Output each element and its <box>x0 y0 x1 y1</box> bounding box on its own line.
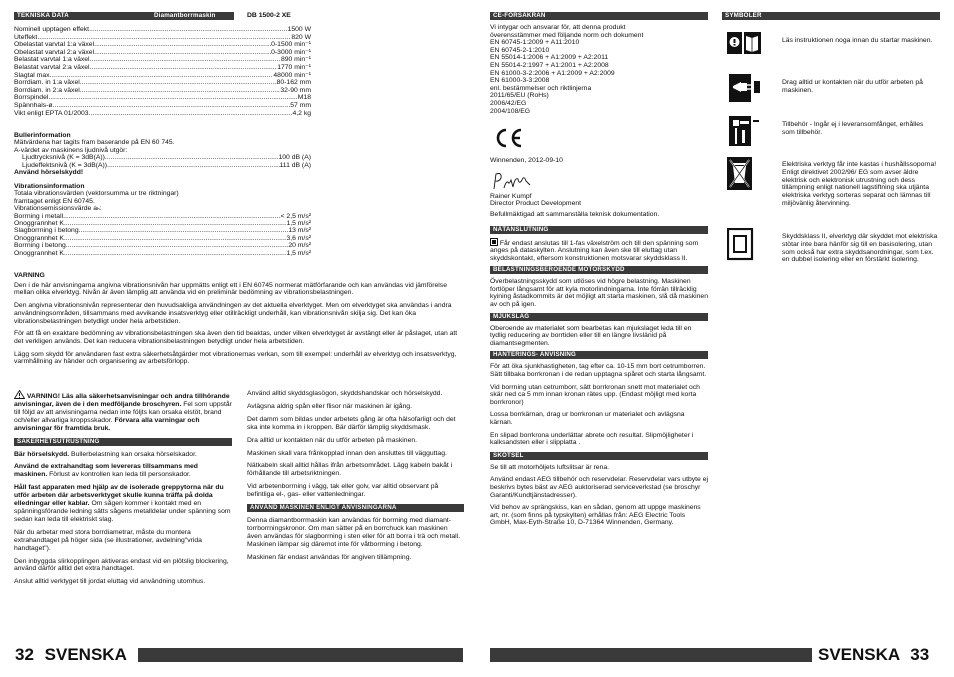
vibration-section <box>14 183 311 257</box>
middle-column <box>247 390 464 567</box>
symbol-text-1: Läs instruktionen noga innan du startar maskinen. <box>782 37 933 44</box>
safety-para <box>14 484 232 524</box>
spec-value: 890 min⁻¹ <box>280 56 311 64</box>
symbols-header: SYMBOLER <box>722 12 940 20</box>
noise-line: Mätvärdena har tagits fram baserande på EN 60 745. <box>14 139 175 147</box>
spec-label: Borrdiam. in 2:a växel <box>14 86 80 94</box>
soft-impact-text: Oberoende av materialet som bearbetas kan mjukslaget leda till en tydlig reducering av borrtiden eller till en längre livslänid på diamantsegmenten. <box>490 324 692 347</box>
spec-row <box>14 72 311 80</box>
spec-value: 4,2 kg <box>292 109 311 117</box>
signature-icon <box>492 171 538 191</box>
safety-para-text: När du arbetar med stora borrdiametrar, måste du montera extrahandtaget på höger sida (se illustrationer, avdelning"vrida handtaget"). <box>14 528 202 552</box>
right-column-1 <box>490 12 708 532</box>
spec-row <box>14 87 311 95</box>
spec-table <box>14 26 311 117</box>
symbol-text-4: Elektriska verktyg får inte kastas i hushållssoporna! Enligt direktivet 2002/96/ EG som avser äldre elektrisk och elektronisk utrustning och dess tillämpning enligt nationell lagstiftning ska utjänta elektriska verktyg sorteras separat och lämnas till miljövänlig återvinning. <box>782 161 937 207</box>
vibration-line: Vibrationsemissionsvärde aₕ: <box>14 205 102 213</box>
spec-row <box>14 94 311 102</box>
varning-section <box>14 272 460 371</box>
weee-bin-icon <box>727 157 761 187</box>
noise-title: Bullerinformation <box>14 132 71 139</box>
spec-row <box>22 162 311 169</box>
spec-label: Ljudeffektsnivå (K = 3dB(A)) <box>22 161 108 169</box>
handling-para: För att öka sjunkhastigheten, tag efter ca. 10-15 mm bort cetrumborren. Sätt tillbaka borrkronan i de redan upptagna spåret och starta långsamt. <box>490 363 707 379</box>
spec-label: Onoggrannhet K <box>14 249 64 257</box>
leader-dots <box>79 227 289 234</box>
spec-label: Belastat varvtal 1:a växel <box>14 56 90 64</box>
spec-label: Nominell upptagen effekt <box>14 26 90 33</box>
noise-section <box>14 132 311 176</box>
spec-value: 32-90 mm <box>280 86 311 94</box>
safety-para-text: Den inbyggda slirkopplingen aktiveras endast vid en plötslig blockering, använd därför alltid det extra handtaget. <box>14 557 229 573</box>
precaution-para: Det damm som bildas under arbetets gång är ofta hälsofarligt och det ska inte komma in i kroppen. Bär därför lämplig skyddsmask. <box>247 415 456 431</box>
leader-dots <box>37 34 291 42</box>
spec-row <box>14 49 311 57</box>
leader-dots <box>64 235 287 242</box>
language-label: SVENSKA <box>44 645 127 664</box>
precaution-para: Avlägsna aldrig spån eller flisor när maskinen är igång. <box>247 402 412 410</box>
ce-line: 2004/108/EG <box>490 107 531 115</box>
page-number-right <box>818 645 929 665</box>
leader-dots <box>107 162 279 169</box>
ce-line: EN 61000-3-3:2008 <box>490 77 550 85</box>
spec-value: 100 dB (A) <box>278 154 311 162</box>
maintenance-para: Vid behov av sprängskiss, kan en sådan, genom att uppge maskinens art, nr. (som finns på typskylten) erhållas från: AEG Electric Tools GmbH, Max-Eyth-Straße 10, D-71364 Winnenden, Germany. <box>490 504 701 527</box>
mains-connection-text <box>490 238 708 263</box>
maintenance-para: Använd endast AEG tillbehör och reservdelar. Reservdelar vars utbyte ej beskrivs bytes bäst av AEG auktoriserad serviceverkstad (se broschyr Garanti/Kundtjänstadresser). <box>490 476 708 499</box>
safety-para-text: Förlust av kontrollen kan leda till personskador. <box>47 471 191 479</box>
spec-label: Borrning i metall <box>14 212 64 220</box>
leader-dots <box>94 41 271 49</box>
page-number: 33 <box>910 645 930 664</box>
leader-dots <box>90 64 278 72</box>
spec-row <box>14 79 311 87</box>
handling-para: Lossa borrkärnan, drag ur borrkronan ur materialet och avlägsna kärnan. <box>490 411 685 426</box>
leader-dots <box>48 94 297 102</box>
leader-dots <box>94 49 271 57</box>
spec-label: Onoggrannhet K <box>14 220 64 228</box>
spec-row <box>14 242 311 249</box>
safety-para-text: Om sågen kommer i kontakt med en spänningsförande ledning sätts sågens metalldelar under spänning som sedan kan leda till elektriskt slag. <box>14 500 231 523</box>
spec-row <box>14 56 311 64</box>
vibration-line: framtaget enligt EN 60745. <box>14 197 95 205</box>
handling-header: HANTERINGS- ANVISNING <box>490 351 708 359</box>
ce-mark-icon <box>494 127 524 149</box>
safety-para <box>14 558 232 574</box>
tech-data-header <box>14 12 234 20</box>
motor-protection-text: Överbelastningsskydd som utlöses vid högre belastning. Maskinen fortlöper långsamt för att kyla motorlindningarna. Inte förrän tillräcklig kyining åstadkommits är det möjligt att starta maskinen, slå då maskinen av och på igen. <box>490 278 708 309</box>
mains-connection-body: Får endast anslutas till 1-fas växelström och till den spänning som anges på dataskylten. Anslutning kan även ske till eluttag utan skyddskontakt, eftersom konstruktionen motsvarar skyddsklass II. <box>490 239 699 262</box>
spec-value: 1770 min⁻¹ <box>277 63 311 71</box>
spec-value: 1,5 m/s² <box>286 249 311 257</box>
warning-keep-text: Förvara alla varningar och anvisningar för framtida bruk. <box>14 416 200 432</box>
read-manual-icon <box>727 30 761 60</box>
language-label: SVENSKA <box>818 645 900 664</box>
accessory-icon <box>727 116 761 146</box>
precaution-para: Använd alltid skyddsglasögon, skyddshandskar och hörselskydd. <box>247 390 443 397</box>
tech-data-product: Diamantborrmaskin <box>154 12 216 19</box>
spec-row <box>14 41 311 49</box>
noise-note: Använd hörselskydd! <box>14 169 84 177</box>
precaution-para: Maskinen skall vara frånkopplad innan den ansluttes till vägguttag. <box>247 449 447 457</box>
signer-note: Befullmäktigad att sammanställa teknisk dokumentation. <box>490 210 660 218</box>
varning-title: VARNING <box>14 272 45 279</box>
spec-label: Onoggrannhet K <box>14 234 64 242</box>
safety-para <box>14 578 232 586</box>
spec-label: Borrspindel <box>14 94 49 102</box>
varning-para: Den angivna vibrationsnivån representerar den huvudsakliga användningen av det aktuella elverktyget. Men om elverktyget ska användas i andra användningsområden, tillsammans med avvikande insatsverktyg eller otillräckligt underhåll, kan vibrationsnivån skilja sig. Det kan öka vibrationsbelastningen betydligt under hela arbetstiden. <box>14 302 452 325</box>
symbol-text-5: Skyddsklass II, elverktyg där skyddet mot elektriska stötar inte bara hänför sig till en basisolering, utan som också har extra skyddsanordningar, som t.ex. en dubbel isolering eller en förstärkt isolering. <box>782 233 938 264</box>
signature <box>492 171 708 191</box>
spec-value: 80-162 mm <box>276 79 311 87</box>
leader-dots <box>53 102 291 110</box>
footer-bar-left <box>138 648 463 662</box>
spec-row <box>14 102 311 110</box>
leader-dots <box>51 72 273 80</box>
leader-dots <box>64 250 287 257</box>
spec-value: M18 <box>297 94 311 102</box>
ce-line: Vi intygar och ansvarar för, att denna produkt <box>490 24 626 31</box>
leader-dots <box>66 242 289 249</box>
spec-value: 1500 W <box>287 26 311 33</box>
safety-equipment-header: SÄKERHETSUTRUSTNING <box>14 438 232 446</box>
intended-use-para: Maskinen fär endast användas för angiven tillämpning. <box>247 553 412 561</box>
spec-label: Vikt enligt EPTA 01/2003 <box>14 109 89 117</box>
page-number-left <box>15 645 127 665</box>
handling-para: Vid borrning utan cetrumborr, sätt borrkronan snett mot materialet och skär ned ca 5 mm innan kronan rätes upp. (Endast möjligt med korta borrkronor) <box>490 383 700 406</box>
varning-para: För att få en exaktare bedömning av vibrationsbelastningen ska även den tid beaktas, under vilken elverktyget är avstängt eller är påslaget, utan att det verkligen används. Det kan reducera vibrationsbelastningen betydligt under hela arbetstiden. <box>14 330 458 345</box>
spec-label: Borrning i betong <box>14 242 66 250</box>
signer-name: Rainer Kumpf <box>490 192 532 200</box>
safety-para-bold: Bär hörselskydd. <box>14 450 70 458</box>
spec-row <box>14 220 311 227</box>
spec-label: Spännhals-ø <box>14 101 53 109</box>
signer-title: Director Product Development <box>490 200 582 208</box>
warning-triangle-icon <box>14 390 25 399</box>
spec-value: 0-1500 min⁻¹ <box>271 41 311 49</box>
page-number: 32 <box>15 645 34 664</box>
ce-line: EN 60745-2-1:2010 <box>490 46 550 54</box>
spec-label: Slagborrning i betong <box>14 227 79 235</box>
spec-row <box>14 235 311 242</box>
protection-class-ii-icon <box>727 228 761 258</box>
general-warning <box>14 390 232 433</box>
ce-header: CE-FÖRSÄKRAN <box>490 12 708 20</box>
ce-line: 2006/42/EG <box>490 99 527 107</box>
spec-row <box>14 227 311 234</box>
symbol-text-2: Drag alltid ur kontakten när du utför arbeten på maskinen. <box>782 79 923 94</box>
spec-label: Ljudtrycksnivå (K = 3dB(A)) <box>22 154 105 162</box>
leader-dots <box>89 110 293 118</box>
safety-para-bold: Håll fast apparaten med hjälp av de isolerade greppytorna när du utför arbeten där arbetsverktyget skulle kunna träffa på dolda elledningar eller kablar. <box>14 484 224 508</box>
spec-label: Uteffekt <box>14 33 38 41</box>
ce-line: EN 61000-3-2:2006 + A1:2009 + A2:2009 <box>490 69 615 77</box>
spec-value: 1,5 m/s² <box>286 220 311 228</box>
spec-value: 13 m/s² <box>288 227 311 235</box>
spec-row <box>22 154 311 161</box>
spec-value: 3,6 m/s² <box>286 234 311 242</box>
soft-impact-header: MJUKSLAG <box>490 313 708 321</box>
ce-line: EN 60745-1:2009 + A11:2010 <box>490 39 580 47</box>
ce-line: enl. bestämmelser och riktlinjerna <box>490 84 592 92</box>
date-line: Winnenden, 2012-09-10 <box>490 157 563 165</box>
maintenance-paragraphs <box>490 464 708 527</box>
spec-value: 820 W <box>291 33 311 41</box>
ce-declaration <box>490 24 708 115</box>
spec-row <box>14 34 311 42</box>
intended-use-para: Denna diamantborrmaskin kan användas för borrning med diamant-torrborrningskronor. Om man sätter på en borrchuck kan maskinen även användas för slagborrning i sten eller för att borra i trä och metall. Maskinen lämpar sig däremot inte för våtborrning i betong. <box>247 517 461 548</box>
tech-data-model: DB 1500-2 XE <box>247 12 291 19</box>
vibration-title: Vibrationsinformation <box>14 183 85 190</box>
spec-row <box>14 110 311 118</box>
ce-line: EN 55014-2:1997 + A1:2001 + A2:2008 <box>490 61 609 69</box>
spec-value: 48000 min⁻¹ <box>273 71 311 79</box>
noise-line: A-värdet av maskinens ljudnivå utgör: <box>14 146 128 154</box>
varning-para: Lägg som skydd för användaren fast extra säkerhetsåtgärder mot vibrationernas verkan, som till exempel: underhåll av elverktyg och insatsverktyg, varmhållning av händer och organisering av arbetsförlopp. <box>14 350 457 366</box>
leader-dots <box>64 220 287 227</box>
ce-line: 2011/65/EU (RoHs) <box>490 92 549 100</box>
symbol-text-3: Tillbehör - Ingår ej i leveransomfånget, erhålles som tillbehör. <box>782 121 924 136</box>
spec-value: 20 m/s² <box>288 242 311 250</box>
spec-value: 57 mm <box>290 101 311 109</box>
vibration-line: Totala vibrationsvärden (vektorsumma ur tre riktningar) <box>14 190 179 198</box>
spec-value: < 2,5 m/s² <box>280 212 311 220</box>
ce-mark <box>494 127 708 151</box>
safety-para-text: Bullerbelastning kan orsaka hörselskador. <box>69 450 197 458</box>
motor-protection-header: BELASTNINGSBEROENDE MOTORSKYDD <box>490 266 708 274</box>
maintenance-para: Se till att motorhöljets luftslitsar är rena. <box>490 463 609 471</box>
ce-line: EN 55014-1:2006 + A1:2009 + A2:2011 <box>490 54 609 62</box>
safety-para <box>14 529 232 553</box>
safety-para <box>14 463 232 479</box>
precaution-paragraphs <box>247 390 464 499</box>
spec-label: Belastat varvtal 2:a växel <box>14 63 90 71</box>
precaution-para: Vid arbetenborrning i vägg, tak eller golv, var alltid observant på befintliga el-, gas- eller vattenledningar. <box>247 483 439 499</box>
spec-label: Slagtal max. <box>14 71 52 79</box>
safety-column <box>14 390 232 591</box>
warning-bold-text: VARNING! Läs alla säkerhetsanvisningar och andra tillhörande anvisningar, även de i den medföljande broschyren. <box>14 393 230 408</box>
unplug-icon <box>727 74 761 104</box>
safety-paragraphs <box>14 451 232 587</box>
safety-para <box>14 451 232 459</box>
precaution-para: Nätkabeln skall alltid hållas ifrån arbetsområdet. Lägg kabeln bakåt i förhållande till arbetsriktningen. <box>247 462 453 478</box>
spec-row <box>14 64 311 72</box>
leader-dots <box>80 79 277 87</box>
class-ii-icon <box>490 238 498 246</box>
spec-label: Obelastat varvtal 2:a växel <box>14 48 95 56</box>
intended-use-header: ANVÄND MASKINEN ENLIGT ANVISNINGARNA <box>247 504 464 512</box>
safety-para-text: Anslut alltid verktyget till jordat eluttag vid användning utomhus. <box>14 578 206 586</box>
spec-label: Obelastat varvtal 1:a växel <box>14 41 95 49</box>
spec-value: 0-3000 min⁻¹ <box>271 48 311 56</box>
leader-dots <box>63 213 280 220</box>
leader-dots <box>90 56 281 64</box>
precaution-para: Dra alltid ur kontakten när du utför arbeten på maskinen. <box>247 436 418 444</box>
vibration-rows <box>14 213 311 257</box>
spec-row <box>14 26 311 34</box>
spec-label: Borrdiam. in 1:a växel <box>14 79 80 87</box>
ce-line: överensstämmer med följande norm och dokument <box>490 31 644 39</box>
spec-row <box>14 250 311 257</box>
spec-value: 111 dB (A) <box>279 161 311 169</box>
leader-dots <box>105 154 279 161</box>
mains-connection-header: NÄTANSLUTNING <box>490 226 708 234</box>
warning-text: Fel som uppstår till följd av att anvisningarna nedan inte följts kan orsaka elstöt, brand och/eller allvarliga kroppsskador. <box>14 400 232 424</box>
spec-row <box>14 213 311 220</box>
leader-dots <box>80 87 281 95</box>
tech-data-title: TEKNISKA DATA <box>17 12 69 19</box>
footer-bar-right <box>490 648 812 662</box>
safety-para-bold: Använd de extrahandtag som levereras tillsammans med maskinen. <box>14 463 198 479</box>
noise-rows <box>14 154 311 169</box>
handling-paragraphs <box>490 363 708 446</box>
varning-para: Den i de här anvisningarna angivna vibrationsnivån har uppmätts enligt ett i EN 60745 normerat mätförfarande och kan användas vid jämförelse mellan olika elverktyg. Nivån är även lämplig att använda vid en preliminär bedömning av vibrationsbelastningen. <box>14 281 447 297</box>
maintenance-header: SKÖTSEL <box>490 452 708 460</box>
handling-para: En slipad borrkrona underlättar abrete och resultat. Slipmöjligheter i kalksandsten eller i slipplatta . <box>490 431 694 447</box>
leader-dots <box>89 26 287 34</box>
